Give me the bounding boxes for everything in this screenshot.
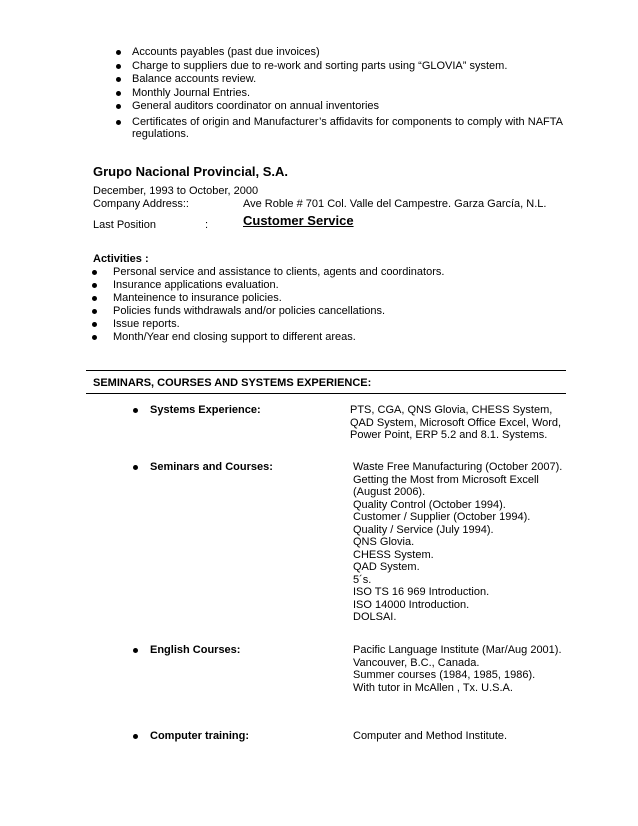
list-item: Insurance applications evaluation. xyxy=(0,279,638,292)
category-values-seminars: Waste Free Manufacturing (October 2007). Getting the Most from Microsoft Excell (August 2006). Quality Control (October 1994). Customer / Supplier (October 1994). Quality / Service (July 1994). QNS Glovia. CHESS System. QAD System. 5´s. ISO TS 16 969 Introduction. ISO 14000 Introduction. DOLSAI. xyxy=(353,461,563,623)
category-values-systems: PTS, CGA, QNS Glovia, CHESS System, QAD System, Microsoft Office Excel, Word, Power Point, ERP 5.2 and 8.1. Systems. xyxy=(350,404,562,441)
list-item: Issue reports. xyxy=(0,318,638,331)
list-item: Policies funds withdrawals and/or policies cancellations. xyxy=(0,305,638,318)
bullet-icon xyxy=(92,270,97,275)
list-item: General auditors coordinator on annual inventories xyxy=(0,100,638,113)
section-divider-top xyxy=(86,370,566,371)
activities-list xyxy=(0,266,638,344)
list-item: Month/Year end closing support to different areas. xyxy=(0,331,638,344)
list-item: Certificates of origin and Manufacturer’s affidavits for components to comply with NAFTA regulations. xyxy=(0,116,638,141)
company-name: Grupo Nacional Provincial, S.A. xyxy=(93,164,289,179)
bullet-icon xyxy=(116,120,121,125)
bullet-icon xyxy=(133,408,138,413)
list-item: Manteinence to insurance policies. xyxy=(0,292,638,305)
address-label: Company Address:: xyxy=(93,198,189,210)
bullet-icon xyxy=(133,648,138,653)
bullet-icon xyxy=(116,104,121,109)
seminars-heading: SEMINARS, COURSES AND SYSTEMS EXPERIENCE: xyxy=(93,377,372,389)
list-item: Balance accounts review. xyxy=(0,73,638,86)
position-colon: : xyxy=(205,219,209,231)
address-value: Ave Roble # 701 Col. Valle del Campestre. Garza García, N.L. xyxy=(243,198,547,210)
position-label: Last Position xyxy=(93,219,156,231)
activities-heading: Activities : xyxy=(93,253,149,265)
bullet-icon xyxy=(92,335,97,340)
bullet-icon xyxy=(92,296,97,301)
bullet-icon xyxy=(116,77,121,82)
bullet-icon xyxy=(116,91,121,96)
employment-dates: December, 1993 to October, 2000 xyxy=(93,185,259,197)
category-values-computer: Computer and Method Institute. xyxy=(353,730,508,742)
bullet-icon xyxy=(92,283,97,288)
list-item: Personal service and assistance to clients, agents and coordinators. xyxy=(0,266,638,279)
bullet-icon xyxy=(92,322,97,327)
list-item: Accounts payables (past due invoices) xyxy=(0,46,638,59)
category-values-english: Pacific Language Institute (Mar/Aug 2001). Vancouver, B.C., Canada. Summer courses (1984, 1985, 1986). With tutor in McAllen , Tx. U.S.A. xyxy=(353,644,562,694)
list-item: Monthly Journal Entries. xyxy=(0,87,638,100)
section-divider-bottom xyxy=(86,393,566,394)
bullet-icon xyxy=(133,734,138,739)
bullet-icon xyxy=(133,465,138,470)
responsibilities-list xyxy=(0,46,638,142)
list-item: Charge to suppliers due to re-work and sorting parts using “GLOVIA” system. xyxy=(0,60,638,73)
category-label-systems: Systems Experience: xyxy=(150,404,261,416)
bullet-icon xyxy=(92,309,97,314)
position-value: Customer Service xyxy=(243,213,354,228)
bullet-icon xyxy=(116,64,121,69)
category-label-computer: Computer training: xyxy=(150,730,249,742)
bullet-icon xyxy=(116,50,121,55)
category-label-english: English Courses: xyxy=(150,644,241,656)
category-label-seminars: Seminars and Courses: xyxy=(150,461,273,473)
